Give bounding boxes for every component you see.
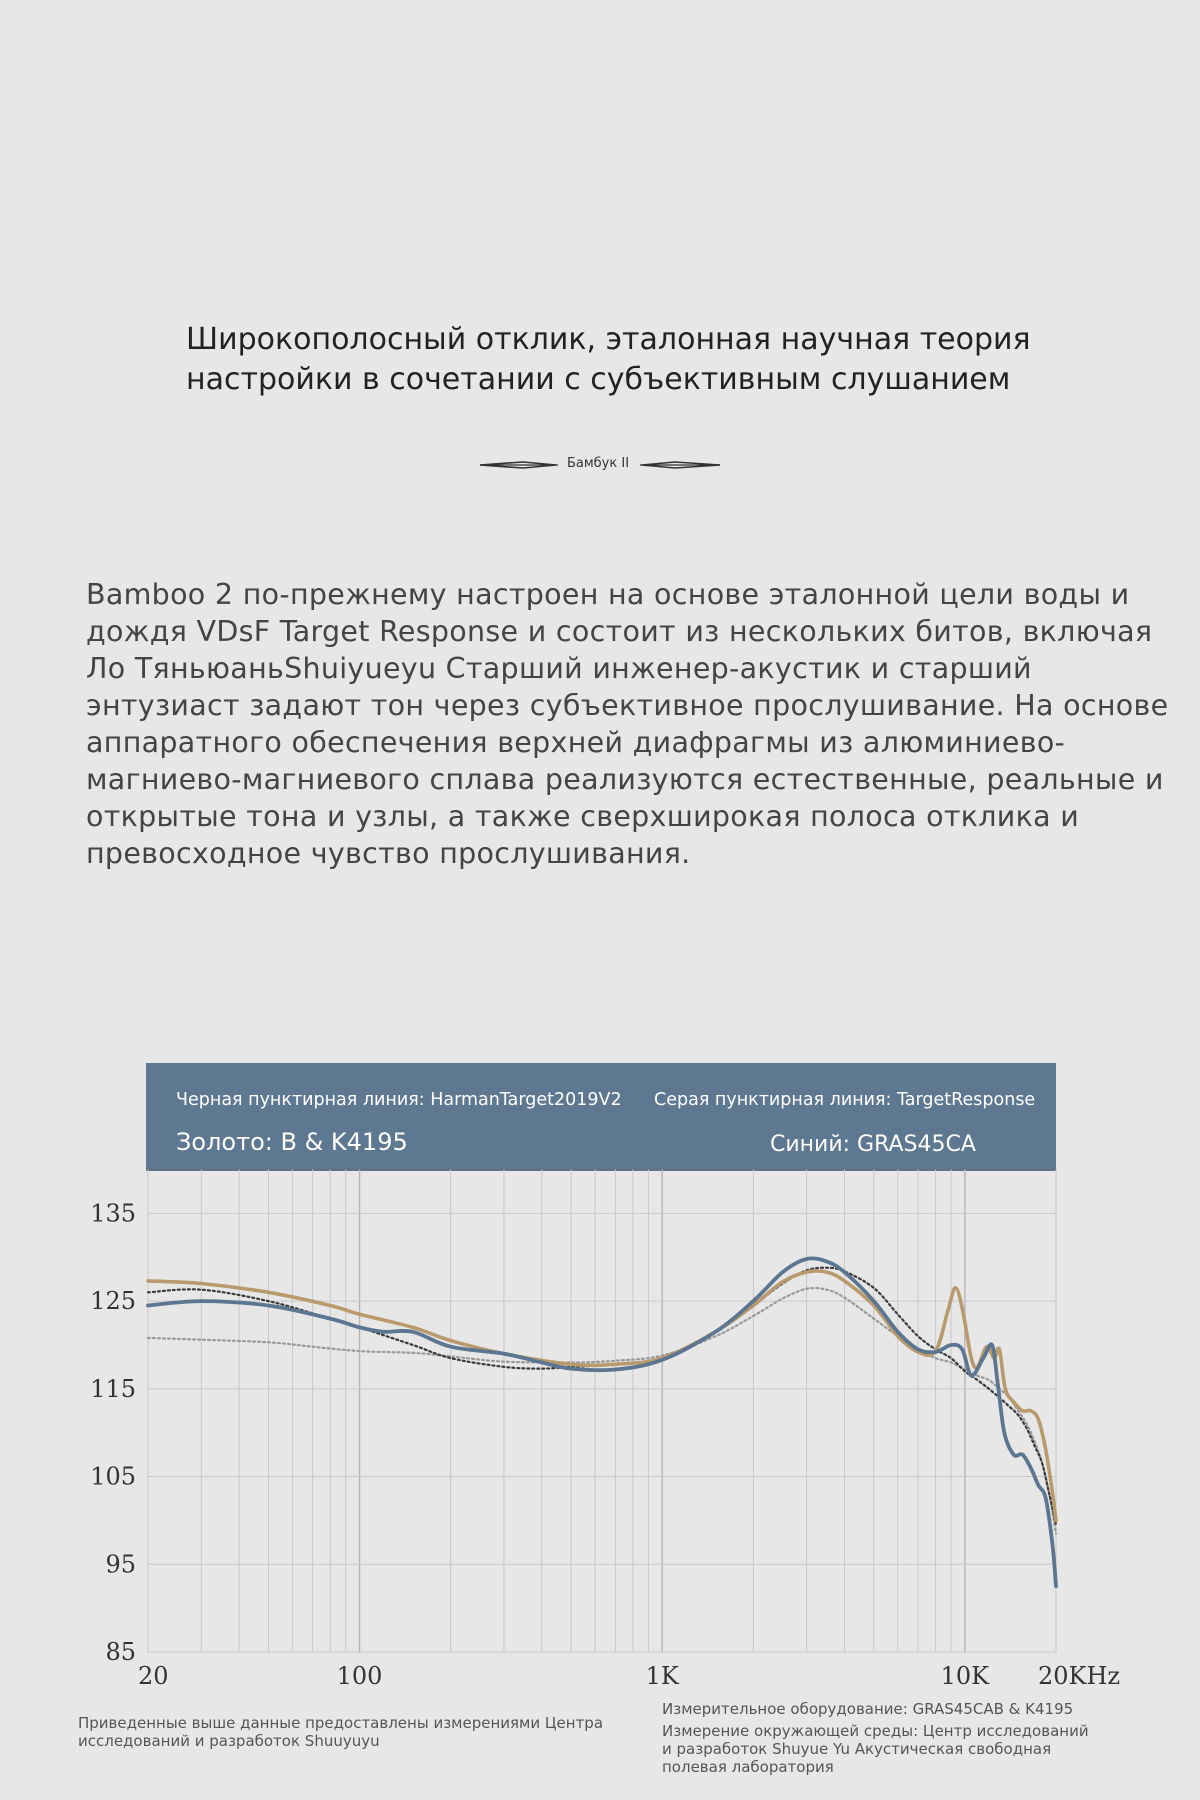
- footer-environment: Измерение окружающей среды: Центр исследований и разработок Shuyue Yu Акустическая свободная полевая лаборатория: [662, 1722, 1089, 1776]
- page-title: [186, 320, 1086, 400]
- y-tick-label: 95: [105, 1550, 136, 1579]
- y-tick-label: 85: [105, 1638, 136, 1666]
- y-tick-label: 125: [90, 1287, 136, 1316]
- footer-equipment: Измерительное оборудование: GRAS45CAB & K4195: [662, 1700, 1074, 1718]
- legend-gray-dotted: Серая пунктирная линия: TargetResponse: [654, 1090, 1036, 1110]
- x-tick-label: 1K: [645, 1662, 679, 1690]
- title-line-1: Широкополосный отклик, эталонная научная теория: [186, 322, 1031, 357]
- x-tick-label: 100: [336, 1662, 383, 1690]
- series-blue-line: [148, 1258, 1056, 1586]
- x-tick-label: 20KHz: [1038, 1662, 1121, 1690]
- chart-grid: [148, 1170, 1056, 1653]
- frequency-response-chart: [0, 1050, 1200, 1710]
- title-line-2: настройки в сочетании с субъективным слушанием: [186, 362, 1011, 397]
- chart-series: [148, 1258, 1056, 1586]
- y-tick-label: 135: [90, 1199, 136, 1228]
- plot-frame: [148, 1170, 1056, 1653]
- legend-blue: Синий: GRAS45CA: [770, 1132, 976, 1157]
- legend-gold: Золото: B & K4195: [176, 1128, 408, 1156]
- divider-label: Бамбук II: [566, 456, 630, 471]
- footer-source-note: Приведенные выше данные предоставлены измерениями Центра исследований и разработок Shuuyuyu: [78, 1714, 604, 1750]
- x-tick-label: 20: [138, 1662, 169, 1690]
- legend-black-dotted: Черная пунктирная линия: HarmanTarget2019V2: [176, 1090, 622, 1110]
- footer-measurement-info: [662, 1700, 1102, 1780]
- y-tick-label: 105: [90, 1462, 136, 1491]
- y-tick-label: 115: [90, 1374, 136, 1403]
- description-paragraph: Bamboo 2 по-прежнему настроен на основе эталонной цели воды и дождя VDsF Target Response и состоит из нескольких битов, включая Ло ТяньюаньShuiyueyu Старший инженер-акустик и старший энтузиаст задают тон через субъективное прослушивание. На основе аппаратного обеспечения верхней диафрагмы из алюминиево-магниево-магниевого сплава реализуются естественные, реальные и открытые тона и узлы, а также сверхширокая полоса отклика и превосходное чувство прослушивания.: [86, 578, 1169, 870]
- series-gray-dotted-line: [148, 1288, 1056, 1534]
- x-tick-label: 10K: [940, 1662, 990, 1690]
